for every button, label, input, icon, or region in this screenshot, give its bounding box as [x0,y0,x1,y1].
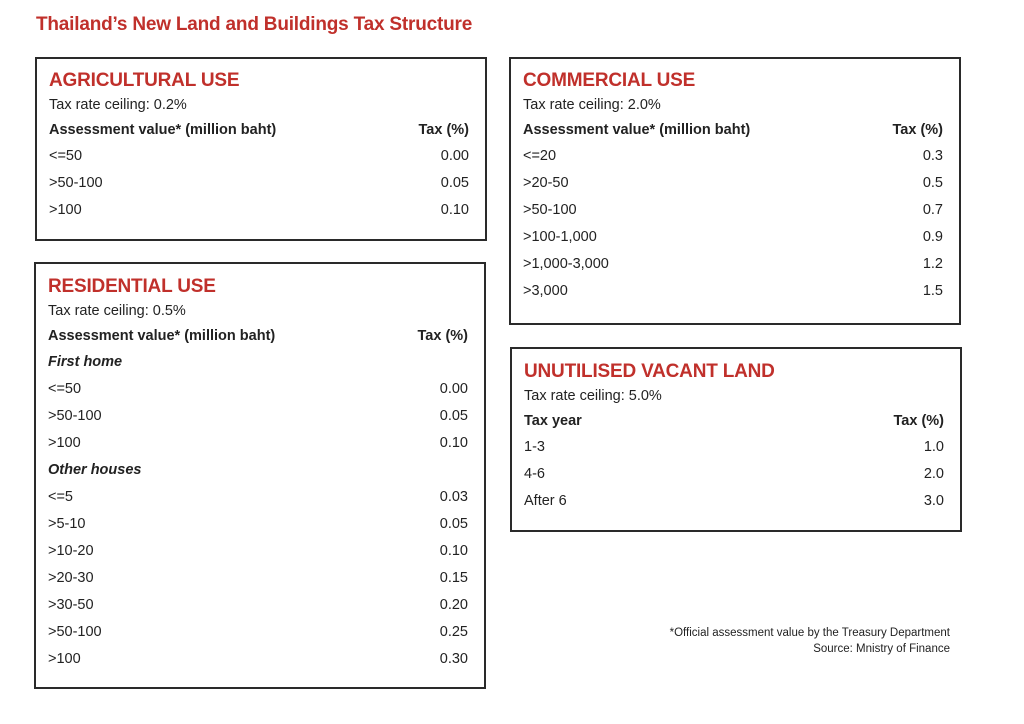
table-row [48,538,468,565]
range-cell: >50-100 [48,624,102,640]
column-header-assessment: Assessment value* (million baht) [523,122,751,138]
tax-cell: 0.9 [922,229,943,245]
table-row [523,197,943,224]
range-cell: >30-50 [48,597,94,613]
table-row [48,484,468,511]
table-row [48,592,468,619]
range-cell: <=20 [523,148,557,164]
agricultural-heading: AGRICULTURAL USE [49,70,240,91]
range-cell: <=50 [49,148,83,164]
table-row [48,376,468,403]
range-cell: >100 [48,435,81,451]
column-header-tax: Tax (%) [893,413,944,429]
tax-cell: 0.10 [440,202,469,218]
tax-cell: 0.20 [439,597,468,613]
year-cell: After 6 [524,493,567,509]
tax-cell: 0.25 [439,624,468,640]
table-row [48,619,468,646]
agricultural-ceiling: Tax rate ceiling: 0.2% [49,97,187,113]
tax-cell: 0.5 [922,175,943,191]
range-cell: >50-100 [49,175,103,191]
agricultural-use-table [35,57,487,241]
tax-cell: 1.2 [922,256,943,272]
tax-cell: 0.00 [439,381,468,397]
column-header-assessment: Assessment value* (million baht) [49,122,277,138]
table-row [48,511,468,538]
column-header-tax: Tax (%) [892,122,943,138]
table-row [48,403,468,430]
column-header-tax: Tax (%) [417,328,468,344]
table-row [49,143,469,170]
tax-cell: 1.0 [923,439,944,455]
table-row [48,430,468,457]
tax-cell: 0.15 [439,570,468,586]
residential-header-row [48,323,468,349]
footnote [670,625,950,657]
tax-cell: 0.3 [922,148,943,164]
tax-cell: 0.30 [439,651,468,667]
range-cell: >100-1,000 [523,229,597,245]
agricultural-header-row [49,117,469,143]
table-row [523,251,943,278]
range-cell: <=50 [48,381,82,397]
commercial-use-table [509,57,961,325]
range-cell: >20-50 [523,175,569,191]
tax-cell: 0.10 [439,543,468,559]
commercial-ceiling: Tax rate ceiling: 2.0% [523,97,661,113]
footnote-assessment-note: *Official assessment value by the Treasury Department [669,627,950,639]
table-row [524,488,944,515]
commercial-heading: COMMERCIAL USE [523,70,696,91]
vacant-ceiling: Tax rate ceiling: 5.0% [524,388,662,404]
tax-cell: 2.0 [923,466,944,482]
range-cell: >10-20 [48,543,94,559]
table-row [524,434,944,461]
tax-cell: 0.05 [439,516,468,532]
vacant-heading: UNUTILISED VACANT LAND [524,361,775,382]
table-row [48,646,468,673]
table-row [49,170,469,197]
range-cell: >50-100 [523,202,577,218]
table-row [523,170,943,197]
column-header-tax-year: Tax year [524,413,582,429]
range-cell: >5-10 [48,516,86,532]
tax-cell: 0.00 [440,148,469,164]
table-row [48,565,468,592]
tax-cell: 1.5 [922,283,943,299]
range-cell: <=5 [48,489,73,505]
table-row [523,224,943,251]
residential-use-table [34,262,486,689]
range-cell: >3,000 [523,283,568,299]
first-home-subheading: First home [48,354,123,370]
table-row [49,197,469,224]
tax-cell: 0.10 [439,435,468,451]
residential-ceiling: Tax rate ceiling: 0.5% [48,303,186,319]
tax-cell: 0.05 [439,408,468,424]
range-cell: >20-30 [48,570,94,586]
year-cell: 1-3 [524,439,545,455]
vacant-header-row [524,408,944,434]
column-header-tax: Tax (%) [418,122,469,138]
table-row [524,461,944,488]
range-cell: >100 [48,651,81,667]
tax-cell: 0.03 [439,489,468,505]
table-row [523,278,943,305]
range-cell: >100 [49,202,82,218]
footnote-source: Source: Mnistry of Finance [813,643,950,655]
range-cell: >50-100 [48,408,102,424]
vacant-land-table [510,347,962,532]
year-cell: 4-6 [524,466,545,482]
commercial-header-row [523,117,943,143]
tax-cell: 0.05 [440,175,469,191]
column-header-assessment: Assessment value* (million baht) [48,328,276,344]
page-title: Thailand’s New Land and Buildings Tax Structure [36,14,473,35]
range-cell: >1,000-3,000 [523,256,609,272]
table-row [523,143,943,170]
residential-heading: RESIDENTIAL USE [48,276,216,297]
other-houses-subheading: Other houses [48,462,142,478]
tax-cell: 3.0 [923,493,944,509]
tax-cell: 0.7 [922,202,943,218]
